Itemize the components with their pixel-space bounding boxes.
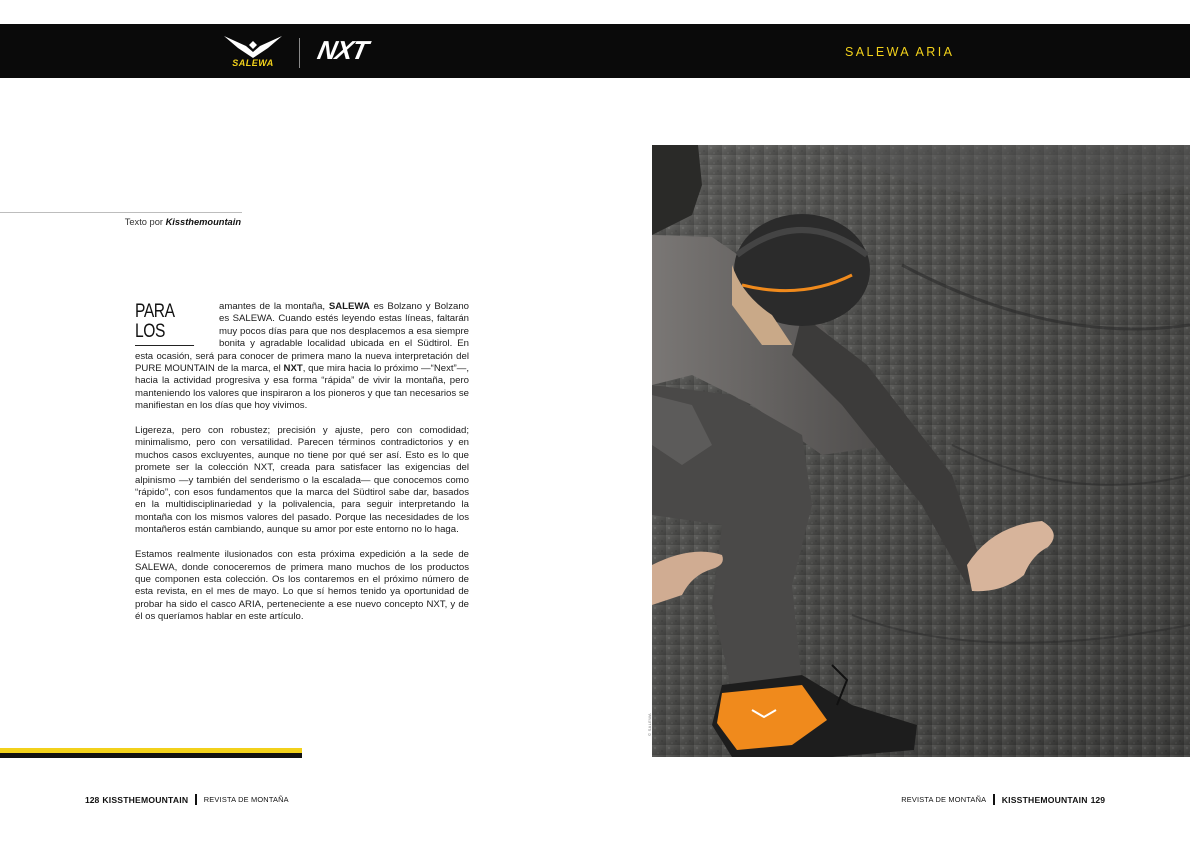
p1-seg-0: amantes de la montaña, — [219, 301, 329, 312]
magazine-name-left: KISSTHEMOUNTAIN — [102, 794, 189, 805]
photo-credit: © SALEWA — [647, 713, 652, 736]
byline-prefix: Texto por — [124, 217, 163, 227]
p1-bold-salewa: SALEWA — [328, 301, 370, 312]
accent-stripe-black — [0, 753, 302, 758]
salewa-logo — [222, 34, 284, 70]
magazine-name-right: KISSTHEMOUNTAIN — [1001, 794, 1088, 805]
accent-stripe — [0, 748, 302, 758]
p1-seg-4: , que mira hacia lo próximo —“Next”—, hacia la actividad progresiva y esa forma “rápida” de vivir la montaña, pero manteniendo los valores que inspiraron a los pioneros y que tan necesarios se manifiestan en los días que hoy vivimos. — [135, 363, 469, 412]
footer-separator-left — [195, 794, 197, 805]
paragraph-3: Estamos realmente ilusionados con esta próxima expedición a la sede de SALEWA, donde conoceremos de primera mano muchos de los productos que componen esta colección. Os los contaremos en el próximo número de esta revista, en el mes de mayo. Lo que sí hemos tenido ya oportunidad de probar ha sido el casco ARIA, perteneciente a ese nuevo concepto NXT, y de él os queríamos hablar en este artículo. — [135, 549, 469, 623]
nxt-logo: NXT — [314, 35, 371, 65]
magazine-subtitle-left: REVISTA DE MONTAÑA — [203, 795, 289, 804]
climber-illustration — [652, 145, 1190, 757]
footer-separator-right — [993, 794, 995, 805]
footer-right — [901, 794, 1105, 805]
paragraph-1 — [135, 301, 469, 413]
section-title: SALEWA ARIA — [845, 45, 955, 59]
page-number-left: 128 — [85, 794, 100, 805]
paragraph-2: Ligereza, pero con robustez; precisión y ajuste, pero con comodidad; minimalismo, pero con versatilidad. Parecen términos contradictorios y en muchos casos excluyentes, aunque no tiene por qué ser así. Esto es lo que promete ser la colección NXT, creada para satisfacer las exigencias del alpinismo —y también del senderismo o la escalada— que conocemos como “rápido”, con esos fundamentos que la marca del Südtirol sabe dar, basados en la multidisciplinariedad y la polivalencia, para seguir interpretando la montaña con los mismos valores del pasado. Porque las necesidades de los montañeros están cambiando, aunque su amor por este entorno no lo haga. — [135, 425, 469, 536]
byline-rule — [0, 212, 242, 213]
p1-bold-nxt: NXT — [283, 363, 303, 375]
byline — [0, 217, 241, 227]
magazine-subtitle-right: REVISTA DE MONTAÑA — [901, 795, 987, 804]
p1-seg-2: es Bolzano y Bolzano es SALEWA. Cuando estés leyendo estas líneas, faltarán muy pocos días para que nos desplacemos a esa siempre bonita y agradable localidad ubicada en el Südtirol. En esta ocasión, será para conocer de primera mano la nueva interpretación del PURE MOUNTAIN de la marca, el — [135, 301, 469, 375]
footer-left — [85, 794, 289, 805]
header-bar — [0, 24, 1190, 78]
salewa-wordmark: SALEWA — [232, 58, 274, 68]
climber-photo — [652, 145, 1190, 757]
logo-divider — [299, 38, 300, 68]
article-body — [135, 301, 469, 636]
dropcap-lead: PARA LOS — [135, 302, 194, 346]
byline-author: Kissthemountain — [165, 217, 241, 227]
eagle-icon — [222, 34, 284, 58]
page-number-right: 129 — [1090, 794, 1105, 805]
